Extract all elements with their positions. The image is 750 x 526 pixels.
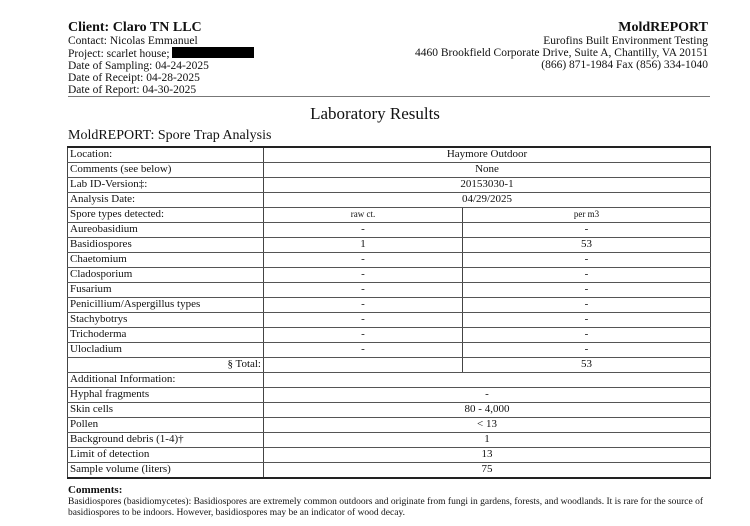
results-table bbox=[67, 146, 711, 479]
additional-value bbox=[264, 373, 711, 388]
project-text: Project: scarlet house; bbox=[68, 48, 170, 60]
spore-raw-count: - bbox=[264, 313, 463, 328]
client-name: Client: Claro TN LLC bbox=[68, 20, 202, 35]
table-row bbox=[68, 163, 711, 178]
raw-count-header: raw ct. bbox=[264, 208, 463, 223]
client-info bbox=[68, 20, 254, 96]
spore-per-m3: - bbox=[463, 253, 711, 268]
company-phone: (866) 871-1984 Fax (856) 334-1040 bbox=[541, 59, 708, 71]
additional-label: Skin cells bbox=[68, 403, 264, 418]
additional-value: 13 bbox=[264, 448, 711, 463]
additional-value: 80 - 4,000 bbox=[264, 403, 711, 418]
company-name: Eurofins Built Environment Testing bbox=[543, 35, 708, 47]
table-row bbox=[68, 433, 711, 448]
additional-label: Sample volume (liters) bbox=[68, 463, 264, 479]
spore-raw-count: - bbox=[264, 283, 463, 298]
spore-name: Aureobasidium bbox=[68, 223, 264, 238]
table-row bbox=[68, 328, 711, 343]
additional-label: Additional Information: bbox=[68, 373, 264, 388]
row-value: None bbox=[264, 163, 711, 178]
spore-name: Cladosporium bbox=[68, 268, 264, 283]
spore-per-m3: - bbox=[463, 298, 711, 313]
spore-name: Trichoderma bbox=[68, 328, 264, 343]
spore-per-m3: 53 bbox=[463, 238, 711, 253]
additional-label: Background debris (1-4)† bbox=[68, 433, 264, 448]
additional-value: - bbox=[264, 388, 711, 403]
table-row bbox=[68, 238, 711, 253]
table-row bbox=[68, 448, 711, 463]
redaction-bar bbox=[172, 47, 254, 58]
spore-per-m3: - bbox=[463, 343, 711, 358]
table-row bbox=[68, 178, 711, 193]
row-value: 20153030-1 bbox=[264, 178, 711, 193]
spore-raw-count: - bbox=[264, 343, 463, 358]
additional-label: Limit of detection bbox=[68, 448, 264, 463]
table-row bbox=[68, 343, 711, 358]
table-row bbox=[68, 388, 711, 403]
table-row bbox=[68, 147, 711, 163]
spore-name: Stachybotrys bbox=[68, 313, 264, 328]
spore-header-label: Spore types detected: bbox=[68, 208, 264, 223]
comments-text: Basidiospores (basidiomycetes): Basidiospores are extremely common outdoors and originate from fungi in gardens, forests, and woodlands. It is rare for the source of basidiospores to be indoors. However, basidiospores may be an indicator of wood decay. bbox=[68, 497, 704, 518]
row-label: Comments (see below) bbox=[68, 163, 264, 178]
table-row bbox=[68, 208, 711, 223]
spore-raw-count: 1 bbox=[264, 238, 463, 253]
report-date: Date of Report: 04-30-2025 bbox=[68, 84, 197, 96]
additional-value: 1 bbox=[264, 433, 711, 448]
header-divider bbox=[68, 96, 710, 97]
table-row bbox=[68, 358, 711, 373]
contact-line: Contact: Nicolas Emmanuel bbox=[68, 35, 198, 47]
row-value: Haymore Outdoor bbox=[264, 147, 711, 163]
row-label: Analysis Date: bbox=[68, 193, 264, 208]
row-value: 04/29/2025 bbox=[264, 193, 711, 208]
per-m3-header: per m3 bbox=[463, 208, 711, 223]
total-label: § Total: bbox=[68, 358, 264, 373]
table-row bbox=[68, 418, 711, 433]
spore-raw-count: - bbox=[264, 328, 463, 343]
spore-name: Fusarium bbox=[68, 283, 264, 298]
additional-value: < 13 bbox=[264, 418, 711, 433]
additional-label: Pollen bbox=[68, 418, 264, 433]
table-row bbox=[68, 313, 711, 328]
total-raw bbox=[264, 358, 463, 373]
spore-per-m3: - bbox=[463, 268, 711, 283]
additional-label: Hyphal fragments bbox=[68, 388, 264, 403]
section-title: MoldREPORT: Spore Trap Analysis bbox=[68, 128, 272, 143]
table-row bbox=[68, 253, 711, 268]
spore-per-m3: - bbox=[463, 283, 711, 298]
page-title: Laboratory Results bbox=[310, 104, 440, 123]
additional-value: 75 bbox=[264, 463, 711, 479]
table-row bbox=[68, 283, 711, 298]
company-address: 4460 Brookfield Corporate Drive, Suite A, Chantilly, VA 20151 bbox=[414, 47, 708, 59]
spore-per-m3: - bbox=[463, 328, 711, 343]
table-row bbox=[68, 193, 711, 208]
brand-logo-text: MoldREPORT bbox=[618, 20, 708, 35]
project-line bbox=[68, 47, 254, 60]
spore-name: Basidiospores bbox=[68, 238, 264, 253]
spore-raw-count: - bbox=[264, 223, 463, 238]
row-label: Location: bbox=[68, 147, 264, 163]
table-row bbox=[68, 463, 711, 479]
table-row bbox=[68, 373, 711, 388]
table-row bbox=[68, 298, 711, 313]
total-value: 53 bbox=[463, 358, 711, 373]
spore-raw-count: - bbox=[264, 268, 463, 283]
sampling-date: Date of Sampling: 04-24-2025 bbox=[68, 60, 209, 72]
spore-name: Ulocladium bbox=[68, 343, 264, 358]
spore-name: Penicillium/Aspergillus types bbox=[68, 298, 264, 313]
spore-per-m3: - bbox=[463, 223, 711, 238]
comments-heading: Comments: bbox=[68, 484, 123, 496]
spore-name: Chaetomium bbox=[68, 253, 264, 268]
spore-per-m3: - bbox=[463, 313, 711, 328]
receipt-date: Date of Receipt: 04-28-2025 bbox=[68, 72, 200, 84]
table-row bbox=[68, 223, 711, 238]
row-label: Lab ID-Version‡: bbox=[68, 178, 264, 193]
table-row bbox=[68, 403, 711, 418]
lab-info bbox=[415, 20, 708, 71]
table-row bbox=[68, 268, 711, 283]
spore-raw-count: - bbox=[264, 253, 463, 268]
spore-raw-count: - bbox=[264, 298, 463, 313]
